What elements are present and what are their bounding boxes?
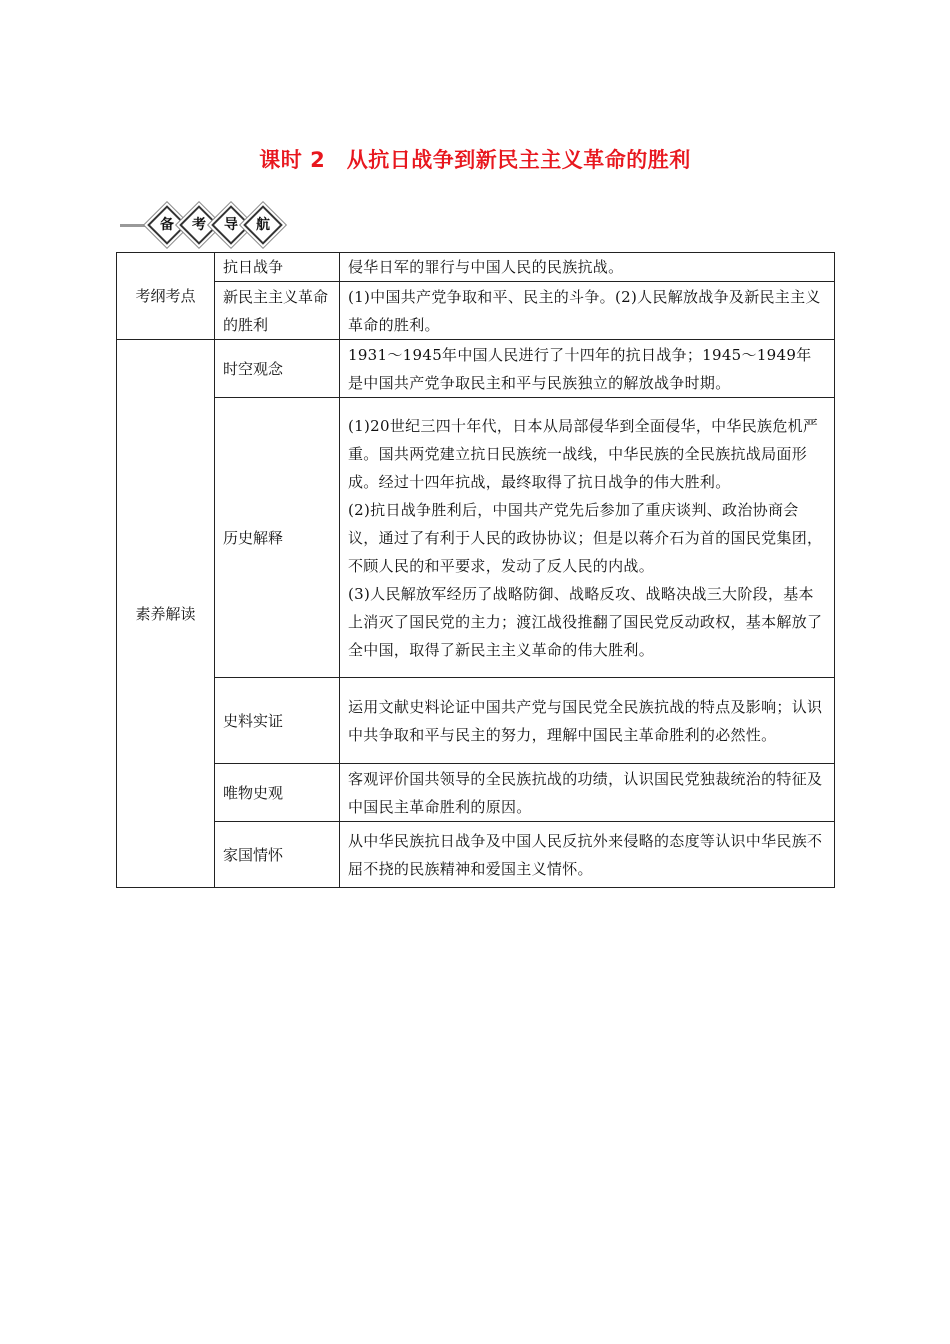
badge-chip: 导 [211, 205, 251, 245]
content-cell: 1931～1945年中国人民进行了十四年的抗日战争；1945～1949年是中国共产党争取民主和平与民族独立的解放战争时期。 [340, 340, 835, 398]
content-cell: 侵华日军的罪行与中国人民的民族抗战。 [340, 253, 835, 282]
badge-chip: 航 [243, 205, 283, 245]
table-row [117, 253, 835, 282]
topic-cell: 家国情怀 [215, 822, 340, 888]
topic-cell: 史料实证 [215, 678, 340, 764]
table-row [117, 822, 835, 888]
table-row [117, 678, 835, 764]
topic-cell: 唯物史观 [215, 764, 340, 822]
badge-chip: 备 [147, 205, 187, 245]
content-cell: 从中华民族抗日战争及中国人民反抗外来侵略的态度等认识中华民族不屈不挠的民族精神和爱国主义情怀。 [340, 822, 835, 888]
content-cell: 客观评价国共领导的全民族抗战的功绩，认识国民党独裁统治的特征及中国民主革命胜利的原因。 [340, 764, 835, 822]
table-row [117, 282, 835, 340]
table-row [117, 340, 835, 398]
content-cell: (1)中国共产党争取和平、民主的斗争。(2)人民解放战争及新民主主义革命的胜利。 [340, 282, 835, 340]
section-badge [150, 210, 278, 240]
table-row [117, 398, 835, 678]
badge-chip: 考 [179, 205, 219, 245]
topic-cell: 历史解释 [215, 398, 340, 678]
content-cell: (1)20世纪三四十年代，日本从局部侵华到全面侵华，中华民族危机严重。国共两党建立抗日民族统一战线，中华民族的全民族抗战局面形成。经过十四年抗战，最终取得了抗日战争的伟大胜利。 (2)抗日战争胜利后，中国共产党先后参加了重庆谈判、政治协商会议，通过了有利于人民的政协协议；但是以蒋介石为首的国民党集团，不顾人民的和平要求，发动了反人民的内战。 (3)人民解放军经历了战略防御、战略反攻、战略决战三大阶段，基本上消灭了国民党的主力；渡江战役推翻了国民党反动政权，基本解放了全中国，取得了新民主主义革命的伟大胜利。 [340, 398, 835, 678]
category-cell: 考纲考点 [117, 253, 215, 340]
topic-cell: 抗日战争 [215, 253, 340, 282]
content-cell: 运用文献史料论证中国共产党与国民党全民族抗战的特点及影响；认识中共争取和平与民主的努力，理解中国民主革命胜利的必然性。 [340, 678, 835, 764]
topic-cell: 新民主主义革命的胜利 [215, 282, 340, 340]
table-row [117, 764, 835, 822]
category-cell: 素养解读 [117, 340, 215, 888]
topic-cell: 时空观念 [215, 340, 340, 398]
study-guide-table [116, 252, 835, 888]
page-title: 课时 2 从抗日战争到新民主主义革命的胜利 [259, 148, 691, 172]
